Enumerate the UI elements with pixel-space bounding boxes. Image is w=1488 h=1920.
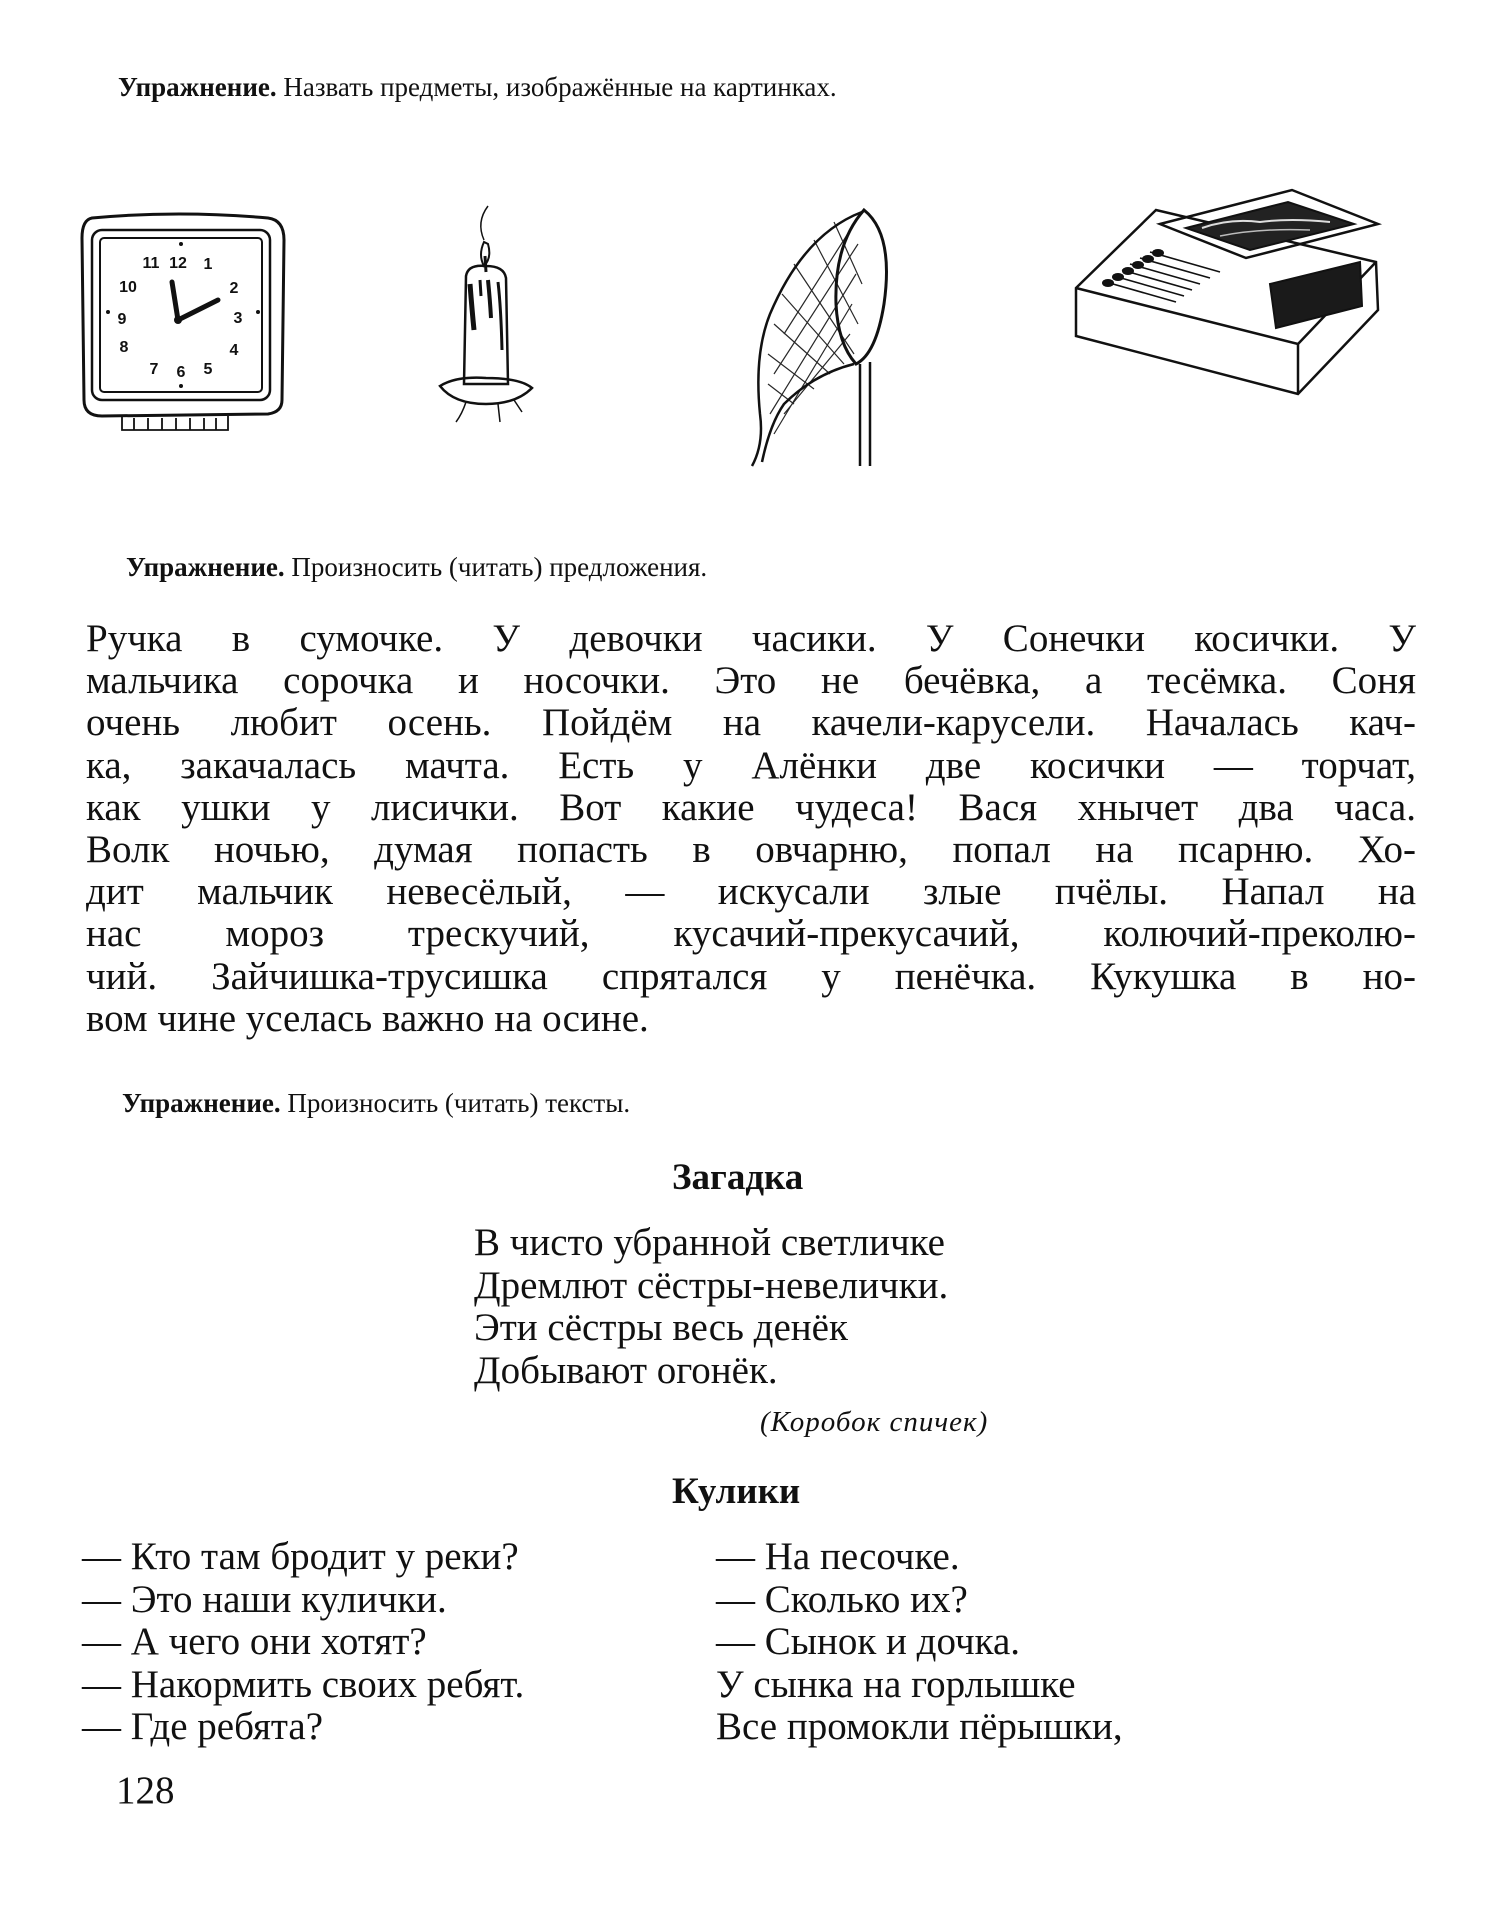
clock-number: 12: [169, 255, 187, 272]
kuliki-line: — Накормить своих ребят.: [82, 1662, 525, 1706]
clock-number: 1: [203, 256, 213, 273]
exercise-2-heading: [126, 550, 707, 584]
kuliki-title: Кулики: [672, 1471, 801, 1512]
paragraph-line: ка, закачалась мачта. Есть у Алёнки две косички — торчат,: [86, 743, 1416, 787]
exercise-3-text: Произносить (читать) тексты.: [287, 1088, 631, 1118]
paragraph-line: нас мороз трескучий, кусачий-прекусачий, колючий-преколю-: [86, 912, 1416, 956]
clock-number: 2: [229, 280, 239, 297]
exercise-1-heading: [118, 70, 837, 104]
kuliki-line: Все промокли пёрышки,: [716, 1705, 1123, 1748]
kuliki-line: — Сынок и дочка.: [716, 1620, 1021, 1663]
kuliki-line: — Это наши кулички.: [82, 1577, 447, 1621]
exercise-2-text: Произносить (читать) предложения.: [291, 552, 708, 582]
paragraph-line: Волк ночью, думая попасть в овчарню, попал на псарню. Хо-: [86, 828, 1416, 872]
exercise-2-label: Упражнение.: [126, 552, 285, 582]
kuliki-left-column: [82, 1536, 524, 1749]
paragraph-line: очень любит осень. Пойдём на качели-карусели. Началась кач-: [86, 701, 1416, 745]
kuliki-line: — Кто там бродит у реки?: [82, 1535, 519, 1578]
clock-number: 9: [117, 311, 127, 328]
exercise-3-heading: [122, 1086, 630, 1120]
clock-number: 10: [119, 279, 137, 296]
exercise-3-label: Упражнение.: [122, 1088, 281, 1118]
riddle-poem: [474, 1222, 948, 1392]
riddle-line: Добывают огонёк.: [474, 1348, 778, 1392]
paragraph-line: чий. Зайчишка-трусишка спрятался у пенёчка. Кукушка в но-: [86, 954, 1416, 998]
kuliki-line: — А чего они хотят?: [82, 1620, 427, 1663]
paragraph-line: Ручка в сумочке. У девочки часики. У Сонечки косички. У: [86, 617, 1416, 660]
clock-number: 8: [119, 339, 129, 356]
paragraph-line: мальчика сорочка и носочки. Это не бечёвка, а тесёмка. Соня: [86, 659, 1416, 703]
paragraph-line: как ушки у лисички. Вот какие чудеса! Вася хнычет два часа.: [86, 785, 1416, 829]
clock-number: 6: [176, 364, 186, 381]
page-number: 128: [116, 1769, 175, 1812]
riddle-line: Эти сёстры весь денёк: [474, 1306, 848, 1349]
sentences-paragraph: [86, 618, 1416, 1040]
candle-illustration: [436, 200, 536, 440]
clock-number: 3: [233, 310, 243, 327]
kuliki-line: У сынка на горлышке: [716, 1662, 1076, 1706]
riddle-answer: (Коробок спичек): [760, 1406, 989, 1438]
clock-number: 11: [142, 255, 160, 272]
paragraph-line: дит мальчик невесёлый, — искусали злые пчёлы. Напал на: [86, 870, 1416, 914]
matchbox-illustration: [1070, 188, 1390, 410]
kuliki-right-column: [716, 1536, 1123, 1749]
paragraph-line: вом чине уселась важно на осине.: [86, 996, 649, 1040]
butterfly-net-illustration: [734, 204, 904, 474]
riddle-title: Загадка: [672, 1157, 804, 1198]
clock-illustration: [78, 212, 294, 434]
kuliki-line: — Где ребята?: [82, 1705, 324, 1748]
clock-number: 4: [229, 342, 239, 359]
exercise-1-text: Назвать предметы, изображённые на картинках.: [283, 72, 837, 102]
riddle-line: Дремлют сёстры-невелички.: [474, 1263, 949, 1307]
riddle-line: В чисто убранной светличке: [474, 1221, 945, 1264]
clock-number: 5: [203, 361, 213, 378]
kuliki-line: — Сколько их?: [716, 1577, 968, 1621]
exercise-1-label: Упражнение.: [118, 72, 277, 102]
pictures-row: [0, 200, 1488, 480]
kuliki-line: — На песочке.: [716, 1535, 960, 1578]
clock-number: 7: [149, 361, 159, 378]
